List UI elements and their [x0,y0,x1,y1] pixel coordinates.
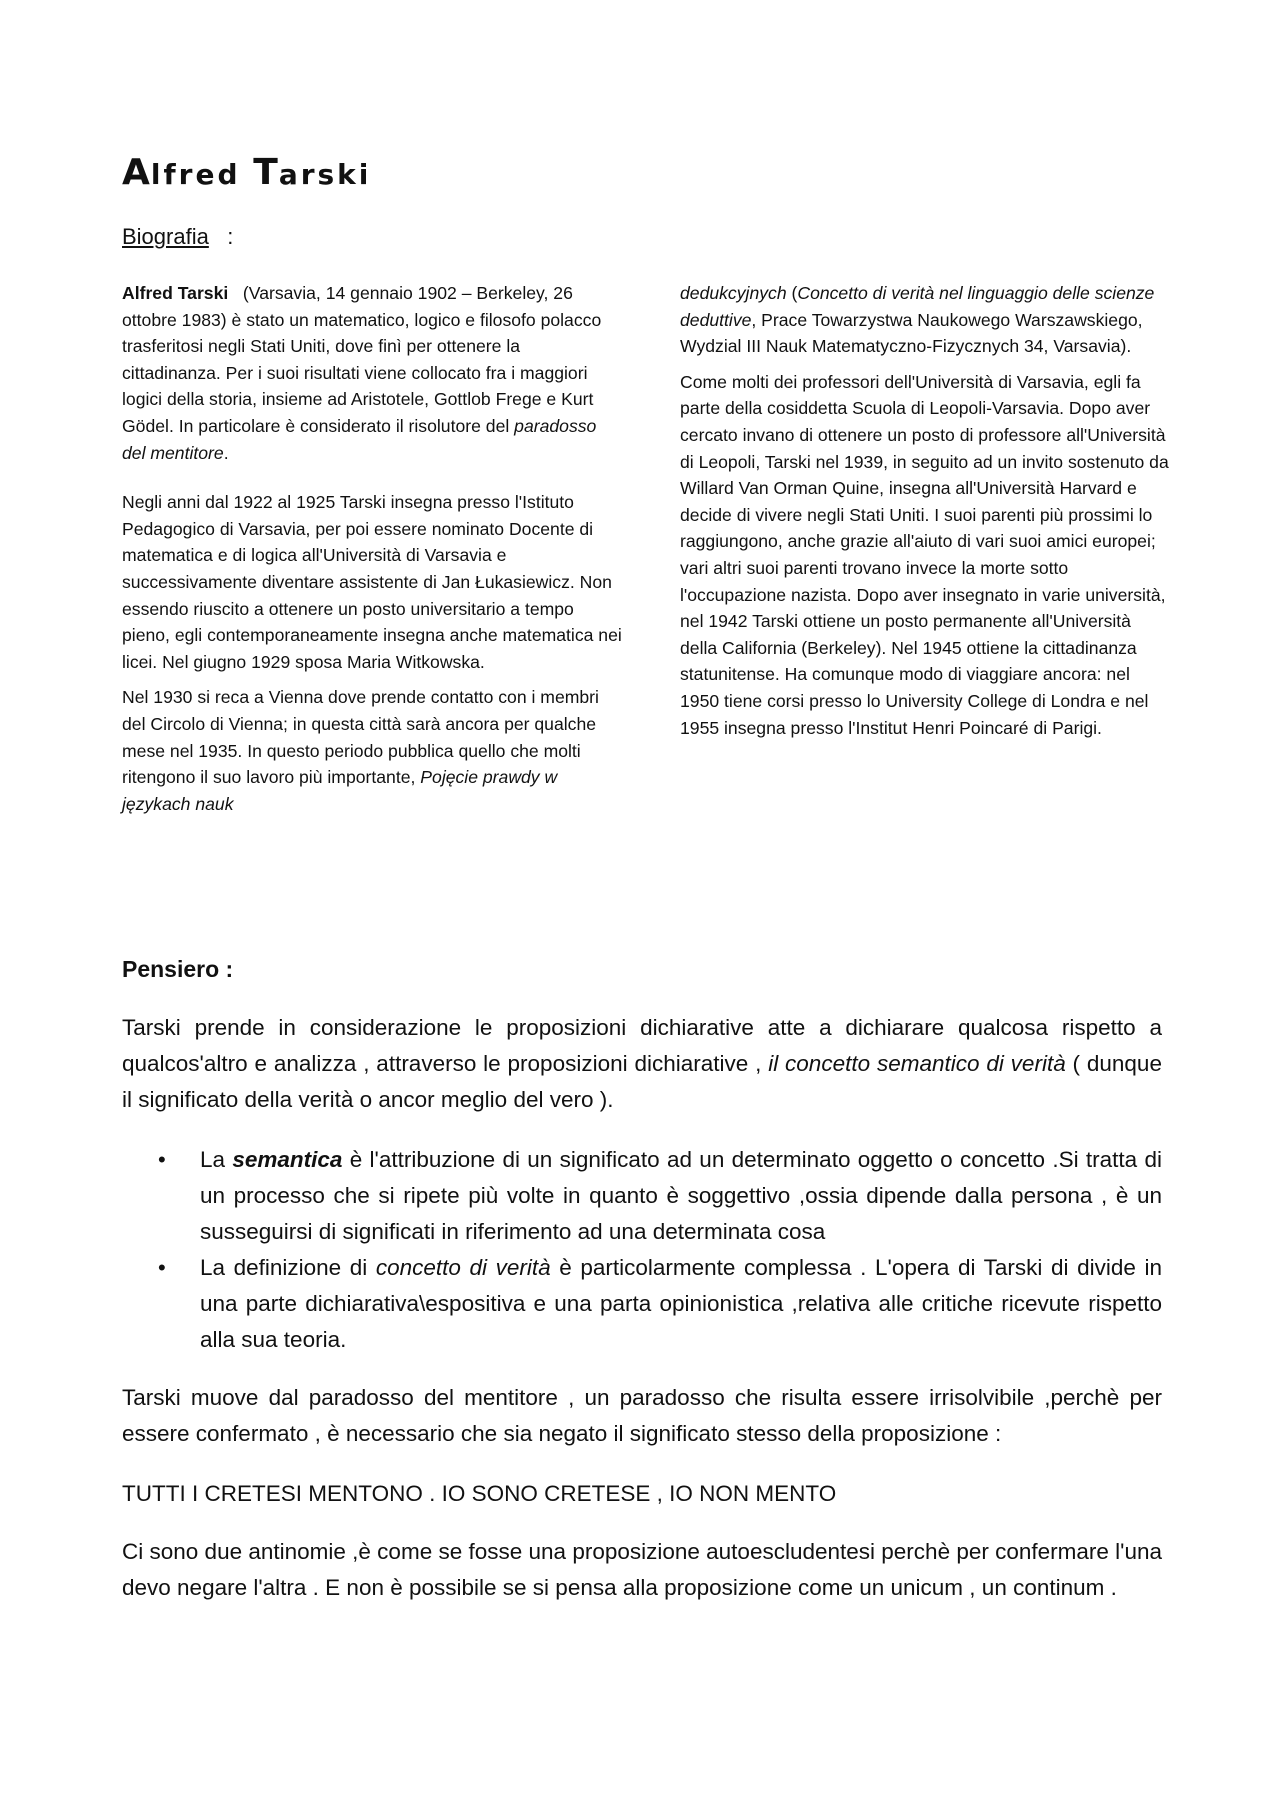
bio-p4-italic-1: dedukcyjnych [680,283,787,303]
pensiero-bullet-list [122,1142,1162,1358]
pensiero-heading: Pensiero : [122,956,234,982]
bio-p4-paren: ( [791,283,798,303]
pensiero-p1-end: ( dunque il significato della verità o ancor meglio del vero ). [122,1051,1162,1112]
bio-p1-text: (Varsavia, 14 gennaio 1902 – Berkeley, 26 ottobre 1983) è stato un matematico, logico e filosofo polacco trasferitosi negli Stati Uniti, dove finì per ottenere la cittadinanza. Per i suoi risultati viene collocato fra i maggiori logici della storia, insieme ad Aristotele, Gottlob Frege e Kurt Gödel. In particolare è considerato il risolutore del [122,283,602,436]
bullet1-pre: La [200,1147,226,1172]
bullet1-post: è l'attribuzione di un significato ad un determinato oggetto o concetto .Si tratta di un processo che si ripete più volte in quanto è soggettivo ,ossia dipende dalla persona , è un susseguirsi di significati in riferimento ad una determinata cosa [200,1147,1162,1244]
pensiero-paragraph-3: TUTTI I CRETESI MENTONO . IO SONO CRETESE , IO NON MENTO [122,1481,837,1506]
bullet2-italic: concetto di verità [375,1255,551,1280]
bio-left-column [122,280,622,817]
bio-paragraph-1 [122,280,622,466]
bullet-item-semantica [122,1142,1162,1250]
bio-paragraph-5: Come molti dei professori dell'Università di Varsavia, egli fa parte della cosiddetta Scuola di Leopoli-Varsavia. Dopo aver cercato invano di ottenere un posto di professore all'Università di Leopoli, Tarski nel 1939, in seguito ad un invito sostenuto da Willard Van Orman Quine, insegna all'Università Harvard e decide di vivere negli Stati Uniti. I suoi parenti più prossimi lo raggiungono, anche grazie all'aiuto di vari suoi amici europei; vari altri suoi parenti trovano invece la morte sotto l'occupazione nazista. Dopo aver insegnato in varie università, nel 1942 Tarski ottiene un posto permanente all'Università della California (Berkeley). Nel 1945 ottiene la cittadinanza statunitense. Ha comunque modo di viaggiare ancora: nel 1950 tiene corsi presso lo University College di Londra e nel 1955 insegna presso l'Institut Henri Poincaré di Parigi. [680,371,1169,738]
bullet2-pre: La definizione di [200,1255,368,1280]
pensiero-paragraph-4: Ci sono due antinomie ,è come se fosse una proposizione autoescludentesi perchè per confermare l'una devo negare l'altra . E non è possibile se si pensa alla proposizione come un unicum , un continum . [122,1539,1162,1600]
title-first-name: lfred [150,158,241,191]
title-initial-a: A [122,152,151,193]
bio-p3-italic: Pojęcie prawdy w językach nauk [122,767,558,814]
bullet2-post: è particolarmente complessa . L'opera di Tarski di divide in una parte dichiarativa\espositiva e una parta opinionistica ,relativa alle critiche ricevute rispetto alla sua teoria. [200,1255,1162,1352]
bio-p4-text: , Prace Towarzystwa Naukowego Warszawskiego, Wydzial III Nauk Matematyczno-Fizycznych 34, Varsavia). [680,309,1143,357]
bullet-dot-icon: • [158,1147,166,1172]
bio-p1-italic: paradosso del mentitore [122,415,597,463]
bio-p4-italic-2: Concetto di verità nel linguaggio delle scienze deduttive [680,283,1155,330]
bio-right-column [680,280,1170,741]
biografia-heading [122,224,233,250]
pensiero-paragraph-1 [122,1010,1162,1118]
bullet1-bold: semantica [232,1147,343,1172]
bio-paragraph-2: Negli anni dal 1922 al 1925 Tarski insegna presso l'Istituto Pedagogico di Varsavia, per poi essere nominato Docente di matematica e di logica all'Università di Varsavia e successivamente diventare assistente di Jan Łukasiewicz. Non essendo riuscito a ottenere un posto universitario a tempo pieno, egli contemporaneamente insegna anche matematica nei licei. Nel giugno 1929 sposa Maria Witkowska. [122,492,622,672]
pensiero-p1-text: Tarski prende in considerazione le proposizioni dichiarative atte a dichiarare qualcosa rispetto a qualcos'altro e analizza , attraverso le proposizioni dichiarative , [122,1015,1162,1076]
bio-p1-end: . [223,442,229,463]
title-last-name: arski [278,158,372,191]
page-title [122,152,371,193]
pensiero-paragraph-2: Tarski muove dal paradosso del mentitore , un paradosso che risulta essere irrisolvibile ,perchè per essere confermato , è necessario che sia negato il significato stesso della proposizione : [122,1385,1162,1446]
bio-p3-text: Nel 1930 si reca a Vienna dove prende contatto con i membri del Circolo di Vienna; in questa città sarà ancora per qualche mese nel 1935. In questo periodo pubblica quello che molti ritengono il suo lavoro più importante, [122,687,599,788]
pensiero-p1-italic: il concetto semantico di verità [768,1051,1066,1076]
biografia-label: Biografia [122,224,209,249]
bullet-item-verita [122,1250,1162,1358]
bio-name: Alfred Tarski [122,283,229,303]
bullet-dot-icon: • [158,1255,166,1280]
bio-paragraph-3 [122,684,622,817]
title-initial-t: T [253,152,279,193]
biografia-colon: : [227,224,234,249]
bio-paragraph-4 [680,280,1170,360]
